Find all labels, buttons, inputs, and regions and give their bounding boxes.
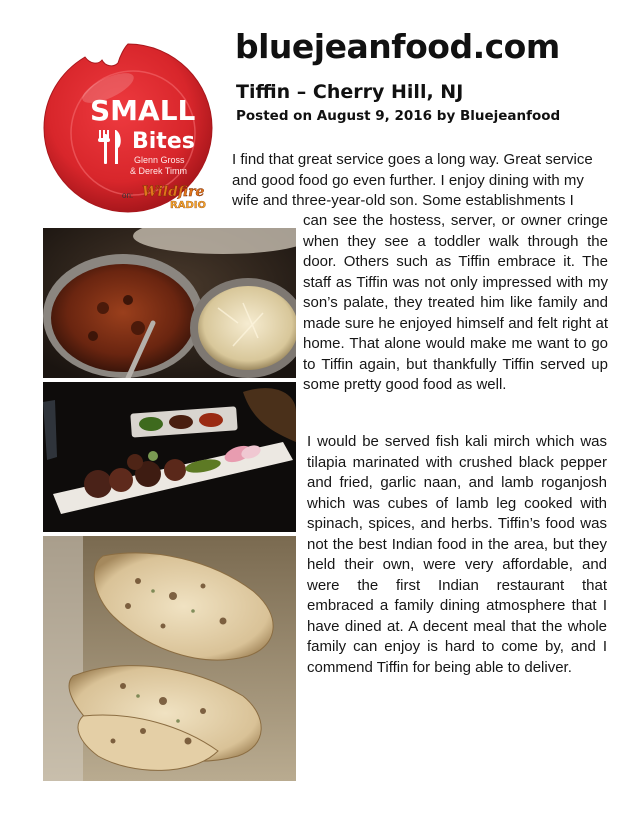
logo-on-label: on: xyxy=(122,191,134,200)
logo-line2: Bites xyxy=(132,129,195,154)
logo-hosts-2: & Derek Timm xyxy=(130,166,188,176)
photo-curry-and-rice xyxy=(43,228,296,378)
photo-fish-kali-mirch xyxy=(43,382,296,532)
logo-station-1: Wildfire xyxy=(142,184,205,200)
logo-hosts-1: Glenn Gross xyxy=(134,155,185,165)
post-title: Tiffin – Cherry Hill, NJ xyxy=(236,81,464,103)
logo-plate-graphic xyxy=(38,38,218,218)
logo-station-2: RADIO xyxy=(170,200,206,211)
site-title: bluejeanfood.com xyxy=(235,27,560,66)
small-bites-logo xyxy=(38,38,218,218)
paragraph-1-intro: I find that great service goes a long way. Great service and good food go even further. I enjoy dining with my wife and three-year-old son. Some establishments I xyxy=(232,151,593,209)
photo-garlic-naan xyxy=(43,536,296,781)
post-byline: Posted on August 9, 2016 by Bluejeanfood xyxy=(236,108,561,124)
paragraph-1-body: can see the hostess, server, or owner cringe when they see a toddler walk through the door. Others such as Tiffin embrace it. The staff as Tiffin was not only impressed with my son’s palate, they treated him like family and made sure he enjoyed himself and felt right at home. That alone would make me want to go to Tiffin again, but thankfully Tiffin served up some pretty good food as well. xyxy=(303,212,608,393)
paragraph-2: I would be served fish kali mirch which was tilapia marinated with crushed black pepper and fried, garlic naan, and lamb roganjosh which was cubes of lamb leg cooked with spinach, spices, and herbs. Tiffin’s food was not the best Indian food in the area, but they held their own, were very affordable, and were the first Indian restaurant that embraced a family dining atmosphere that I have dined at. A decent meal that the whole family can enjoy is hard to come by, and I commend Tiffin for being able to deliver. xyxy=(307,433,607,676)
logo-line1: SMALL xyxy=(90,94,196,127)
